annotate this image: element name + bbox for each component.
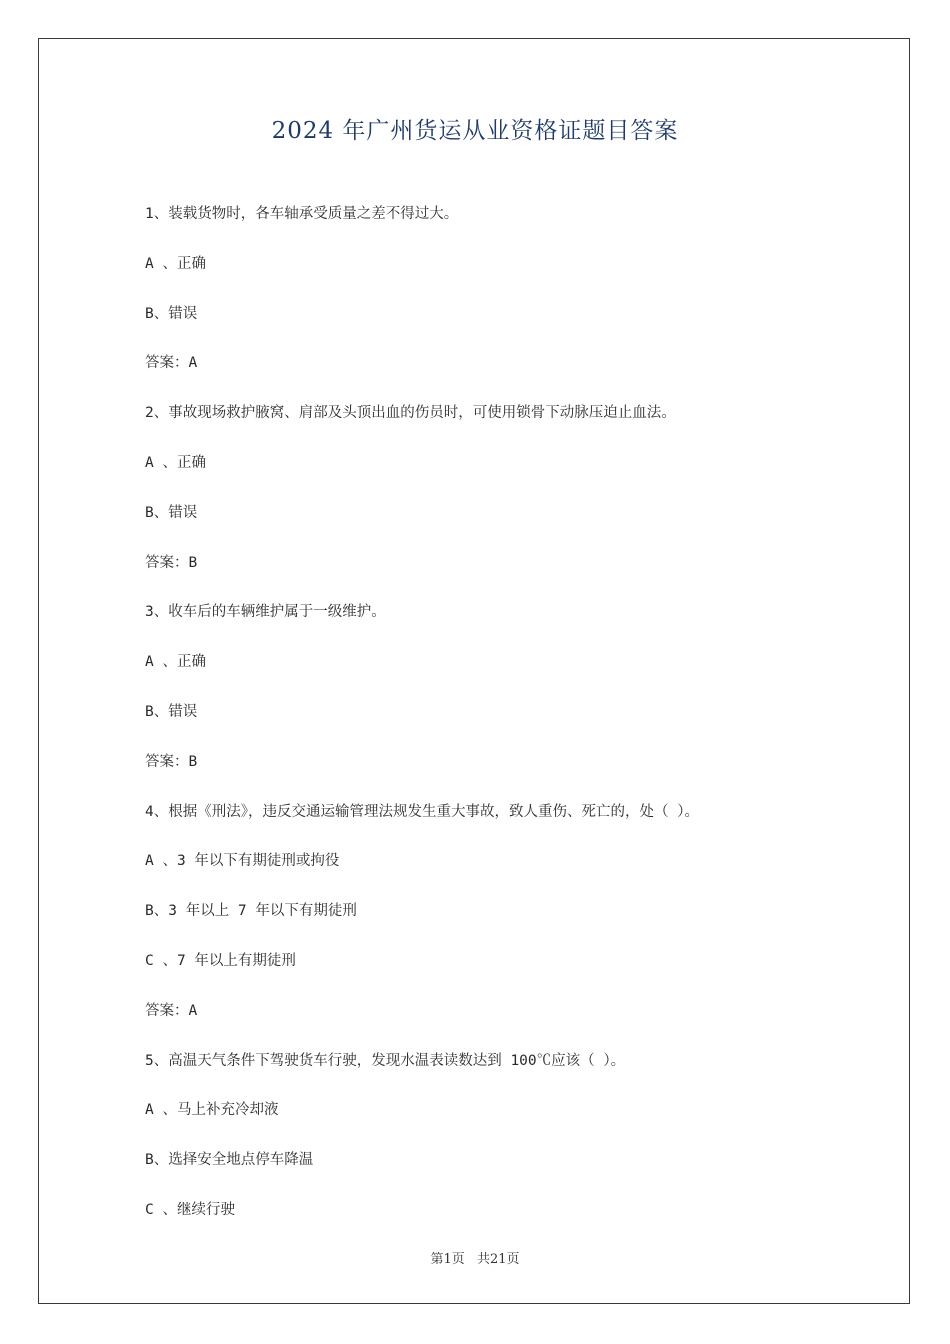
option-text: A 、正确 (145, 454, 206, 471)
answer-text: 答案：A (145, 355, 198, 372)
page-number: 第1页 (430, 1252, 465, 1267)
question-text: 4、根据《刑法》，违反交通运输管理法规发生重大事故，致人重伤、死亡的，处（ ）。 (145, 803, 699, 820)
question-text: 2、事故现场救护腋窝、肩部及头顶出血的伤员时，可使用锁骨下动脉压迫止血法。 (145, 405, 676, 422)
option-text: A 、正确 (145, 654, 206, 671)
option-text: A 、正确 (145, 255, 206, 272)
question-text: 3、收车后的车辆维护属于一级维护。 (145, 604, 386, 621)
answer-text: 答案：B (145, 554, 198, 571)
document-title: 2024 年广州货运从业资格证题目答案 (271, 118, 679, 144)
option-text: B、错误 (145, 504, 198, 521)
page-total: 共21页 (476, 1252, 520, 1267)
question-text: 5、高温天气条件下驾驶货车行驶，发现水温表读数达到 100℃应该（ ）。 (145, 1052, 626, 1069)
option-text: B、错误 (145, 305, 198, 322)
option-text: C 、继续行驶 (145, 1201, 235, 1218)
option-text: B、错误 (145, 703, 198, 720)
option-text: B、3 年以上 7 年以下有期徒刑 (145, 903, 357, 920)
answer-text: 答案：A (145, 1002, 198, 1019)
option-text: A 、马上补充冷却液 (145, 1102, 279, 1119)
option-text: C 、7 年以上有期徒刑 (145, 952, 296, 969)
option-text: B、选择安全地点停车降温 (145, 1152, 314, 1169)
option-text: A 、3 年以下有期徒刑或拘役 (145, 853, 340, 870)
page-footer (0, 1248, 950, 1267)
question-text: 1、装载货物时，各车轴承受质量之差不得过大。 (145, 206, 459, 222)
question-list (145, 200, 865, 1246)
answer-text: 答案：B (145, 753, 198, 770)
